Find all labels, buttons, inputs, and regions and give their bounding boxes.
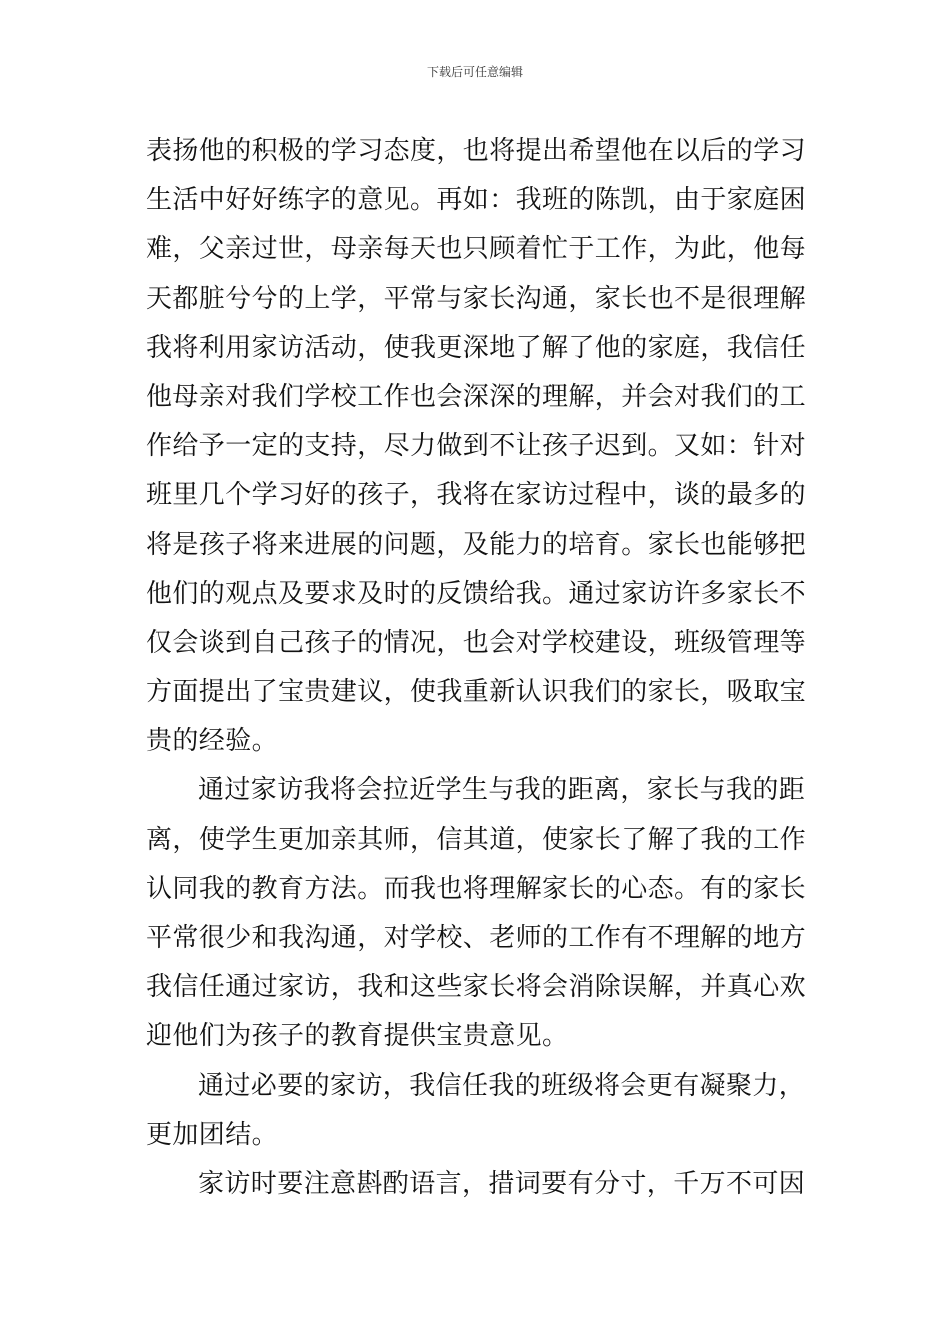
text-line: 贵的经验。 bbox=[146, 726, 279, 757]
text-line: 天都脏兮兮的上学，平常与家长沟通，家长也不是很理解 bbox=[146, 283, 807, 314]
text-line: 将是孩子将来进展的问题，及能力的培育。家长也能够把 bbox=[146, 529, 807, 560]
text-line: 作给予一定的支持，尽力做到不让孩子迟到。又如：针对 bbox=[146, 431, 807, 462]
text-line: 我信任通过家访，我和这些家长将会消除误解，并真心欢 bbox=[146, 972, 807, 1003]
text-line: 仅会谈到自己孩子的情况，也会对学校建设，班级管理等 bbox=[146, 627, 807, 658]
text-line: 班里几个学习好的孩子，我将在家访过程中，谈的最多的 bbox=[146, 480, 807, 511]
text-line: 认同我的教育方法。而我也将理解家长的心态。有的家长 bbox=[146, 873, 807, 904]
text-line: 更加团结。 bbox=[146, 1119, 279, 1150]
text-line: 我将利用家访活动，使我更深地了解了他的家庭，我信任 bbox=[146, 332, 807, 363]
text-line: 他们的观点及要求及时的反馈给我。通过家访许多家长不 bbox=[146, 578, 807, 609]
page-header: 下载后可任意编辑 bbox=[426, 65, 523, 79]
paragraph-first-line: 家访时要注意斟酌语言，措词要有分寸，千万不可因 bbox=[198, 1168, 806, 1199]
text-line: 表扬他的积极的学习态度，也将提出希望他在以后的学习 bbox=[146, 136, 807, 166]
text-line: 难，父亲过世，母亲每天也只顾着忙于工作，为此，他每 bbox=[146, 234, 807, 265]
text-line: 平常很少和我沟通，对学校、老师的工作有不理解的地方 bbox=[146, 923, 807, 953]
text-line: 生活中好好练字的意见。再如：我班的陈凯，由于家庭困 bbox=[146, 185, 807, 216]
paragraph-first-line: 通过家访我将会拉近学生与我的距离，家长与我的距 bbox=[198, 775, 806, 806]
text-line: 他母亲对我们学校工作也会深深的理解，并会对我们的工 bbox=[146, 381, 807, 412]
text-line: 迎他们为孩子的教育提供宝贵意见。 bbox=[146, 1021, 569, 1052]
document-body bbox=[146, 127, 806, 1209]
text-line: 方面提出了宝贵建议，使我重新认识我们的家长，吸取宝 bbox=[146, 677, 807, 708]
paragraph-first-line: 通过必要的家访，我信任我的班级将会更有凝聚力， bbox=[198, 1070, 806, 1101]
text-line: 离，使学生更加亲其师，信其道，使家长了解了我的工作 bbox=[146, 824, 807, 855]
